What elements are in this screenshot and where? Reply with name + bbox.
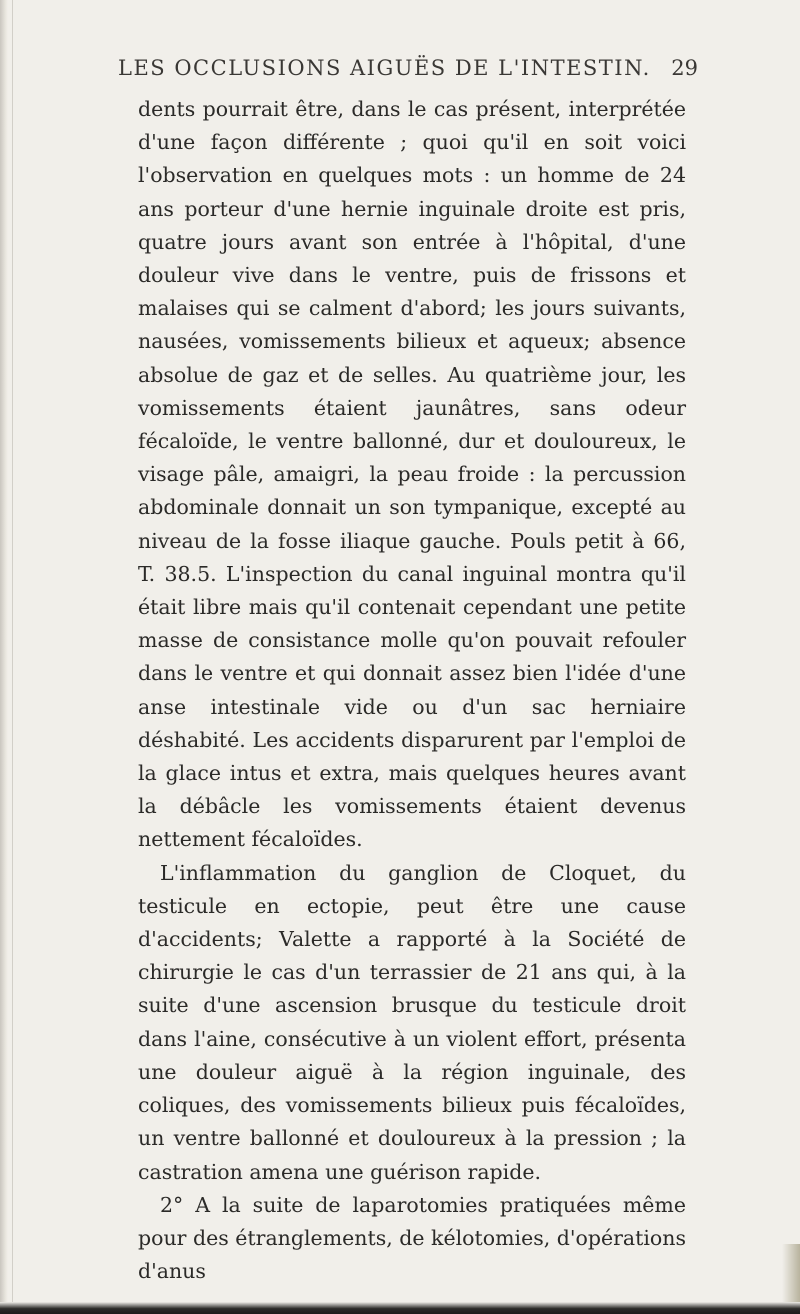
- page-bottom-edge: [0, 1302, 800, 1314]
- running-title: LES OCCLUSIONS AIGUËS DE L'INTESTIN.: [118, 56, 651, 80]
- page-binding-edge: [0, 0, 8, 1314]
- page-header: [118, 56, 698, 84]
- paragraph-laparotomies: 2° A la suite de laparotomies pratiquées même pour des étranglements, de kélotomies, d'opérations d'anus: [138, 1192, 686, 1284]
- paragraph-observation: dents pourrait être, dans le cas présent, interprétée d'une façon différente ; quoi qu'il en soit voici l'observation en quelques mots : un homme de 24 ans porteur d'une hernie inguinale droite est pris, quatre jours avant son entrée à l'hôpital, d'une douleur vive dans le ventre, puis de frissons et malaises qui se calment d'abord; les jours suivants, nausées, vomissements bilieux et aqueux; absence absolue de gaz et de selles. Au quatrième jour, les vomissements étaient jaunâtres, sans odeur fécaloïde, le ventre ballonné, dur et douloureux, le visage pâle, amaigri, la peau froide : la percussion abdominale donnait un son tympanique, excepté au niveau de la fosse iliaque gauche. Pouls petit à 66, T. 38.5. L'inspection du canal inguinal montra qu'il était libre mais qu'il contenait cependant une petite masse de consistance molle qu'on pouvait refouler dans le ventre et qui donnait assez bien l'idée d'une anse intestinale vide ou d'un sac herniaire déshabité. Les accidents disparurent par l'emploi de la glace intus et extra, mais quelques heures avant la débâcle les vomissements étaient devenus nettement fécaloïdes.: [138, 97, 686, 852]
- page-corner-shadow: [782, 1244, 800, 1304]
- body-text: [138, 93, 686, 1288]
- paragraph-inflammation: L'inflammation du ganglion de Cloquet, du testicule en ectopie, peut être une cause d'accidents; Valette a rapporté à la Société de chirurgie le cas d'un terrassier de 21 ans qui, à la suite d'une ascension brusque du testicule droit dans l'aine, consécutive à un violent effort, présenta une douleur aiguë à la région inguinale, des coliques, des vomissements bilieux puis fécaloïdes, un ventre ballonné et douloureux à la pression ; la castration amena une guérison rapide.: [138, 860, 686, 1184]
- page-fold-line: [12, 0, 13, 1314]
- page-number: 29: [671, 56, 698, 80]
